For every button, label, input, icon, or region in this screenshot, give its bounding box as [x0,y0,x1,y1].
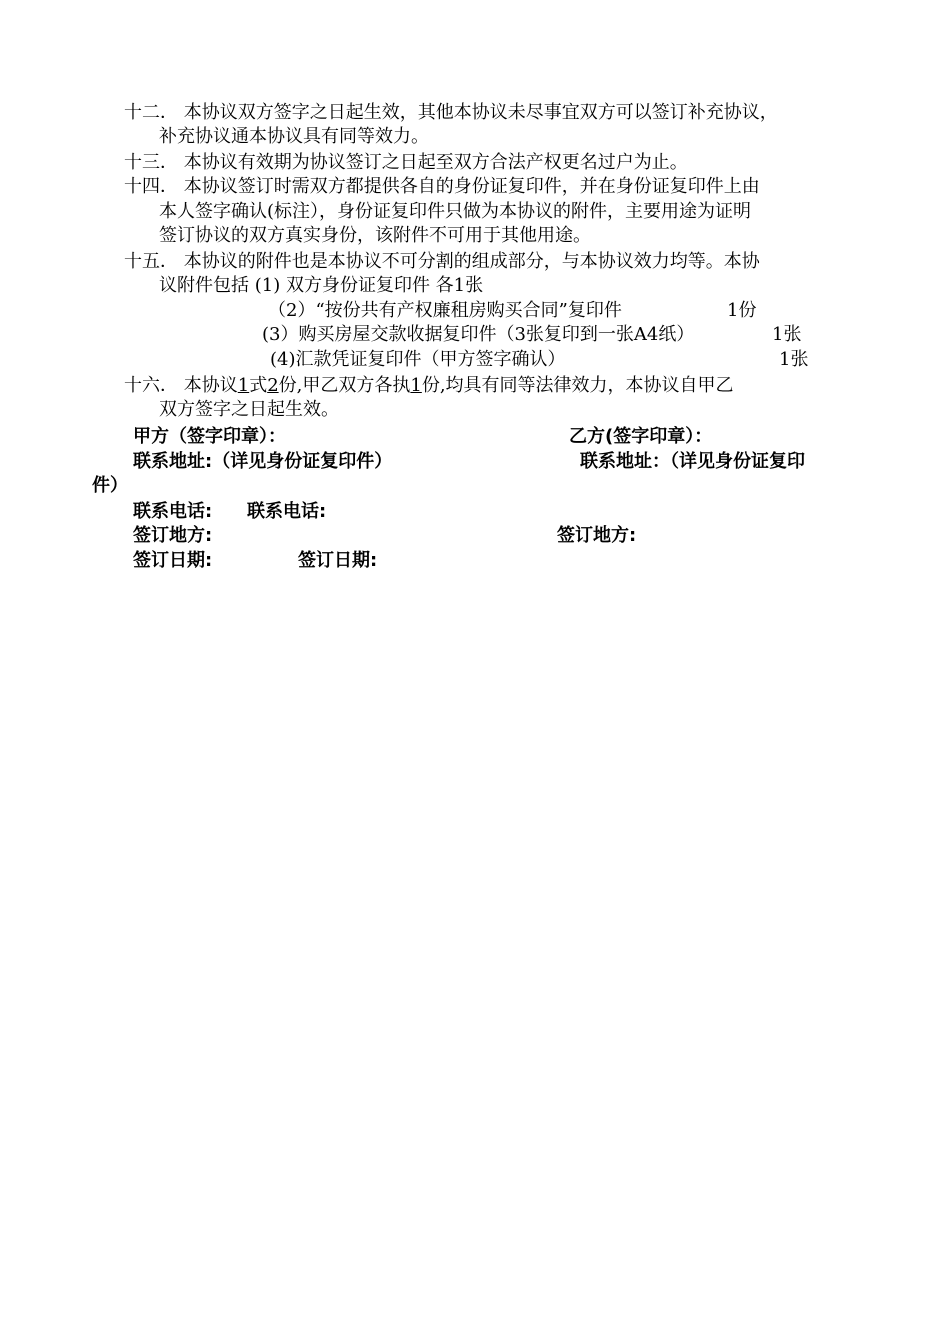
clause-14-line-3: 签订协议的双方真实身份，该附件不可用于其他用途。 [159,225,591,246]
party-a-date-label: 签订日期: [133,550,213,571]
clause-16-prefix: 十六． 本协议 [124,375,238,396]
clause-13-line-1: 十三． 本协议有效期为协议签订之日起至双方合法产权更名过户为止。 [124,152,688,173]
attachment-2: （2）“按份共有产权廉租房购买合同”复印件 [268,300,622,321]
attachment-4: (4)汇款凭证复印件（甲方签字确认） [270,349,566,370]
clause-16-line-2: 双方签字之日起生效。 [159,399,339,420]
attachment-2-quantity: 1份 [727,300,757,321]
party-b-place-label: 签订地方: [557,525,637,546]
clause-15-line-1: 十五． 本协议的附件也是本协议不可分割的组成部分，与本协议效力均等。本协 [124,251,760,272]
party-b-date-label: 签订日期: [298,550,378,571]
clause-14-line-2: 本人签字确认(标注），身份证复印件只做为本协议的附件，主要用途为证明 [159,201,752,222]
clause-12-line-1: 十二． 本协议双方签字之日起生效，其他本协议未尽事宜双方可以签订补充协议， [124,102,778,123]
attachment-3-quantity: 1张 [772,324,802,345]
clause-16-each-count: 1 [410,375,422,396]
clause-16-form-word: 式 [249,375,268,396]
clause-15-line-2: 议附件包括 (1) 双方身份证复印件 各1张 [159,275,484,296]
clause-12-line-2: 补充协议通本协议具有同等效力。 [159,126,429,147]
clause-14-line-1: 十四． 本协议签订时需双方都提供各自的身份证复印件，并在身份证复印件上由 [124,176,760,197]
clause-16-line-1 [124,374,734,398]
party-b-phone-label: 联系电话: [247,501,327,522]
party-b-address-wrap: 件） [92,475,128,496]
clause-16-middle: 份,甲乙双方各执 [278,375,411,396]
party-b-signature-label: 乙方(签字印章）： [569,426,713,447]
party-a-signature-label: 甲方（签字印章）： [133,426,286,447]
clause-16-copies-count: 1 [237,375,250,396]
party-b-address-label: 联系地址：（详见身份证复印 [580,451,805,472]
attachment-4-quantity: 1张 [779,349,809,370]
clause-16-sets-count: 2 [267,375,279,396]
party-a-address-label: 联系地址:（详见身份证复印件） [133,451,393,472]
party-a-place-label: 签订地方: [133,525,213,546]
clause-16-suffix: 份,均具有同等法律效力，本协议自甲乙 [421,375,734,396]
attachment-3: (3）购买房屋交款收据复印件（3张复印到一张A4纸） [262,324,695,345]
party-a-phone-label: 联系电话: [133,501,213,522]
